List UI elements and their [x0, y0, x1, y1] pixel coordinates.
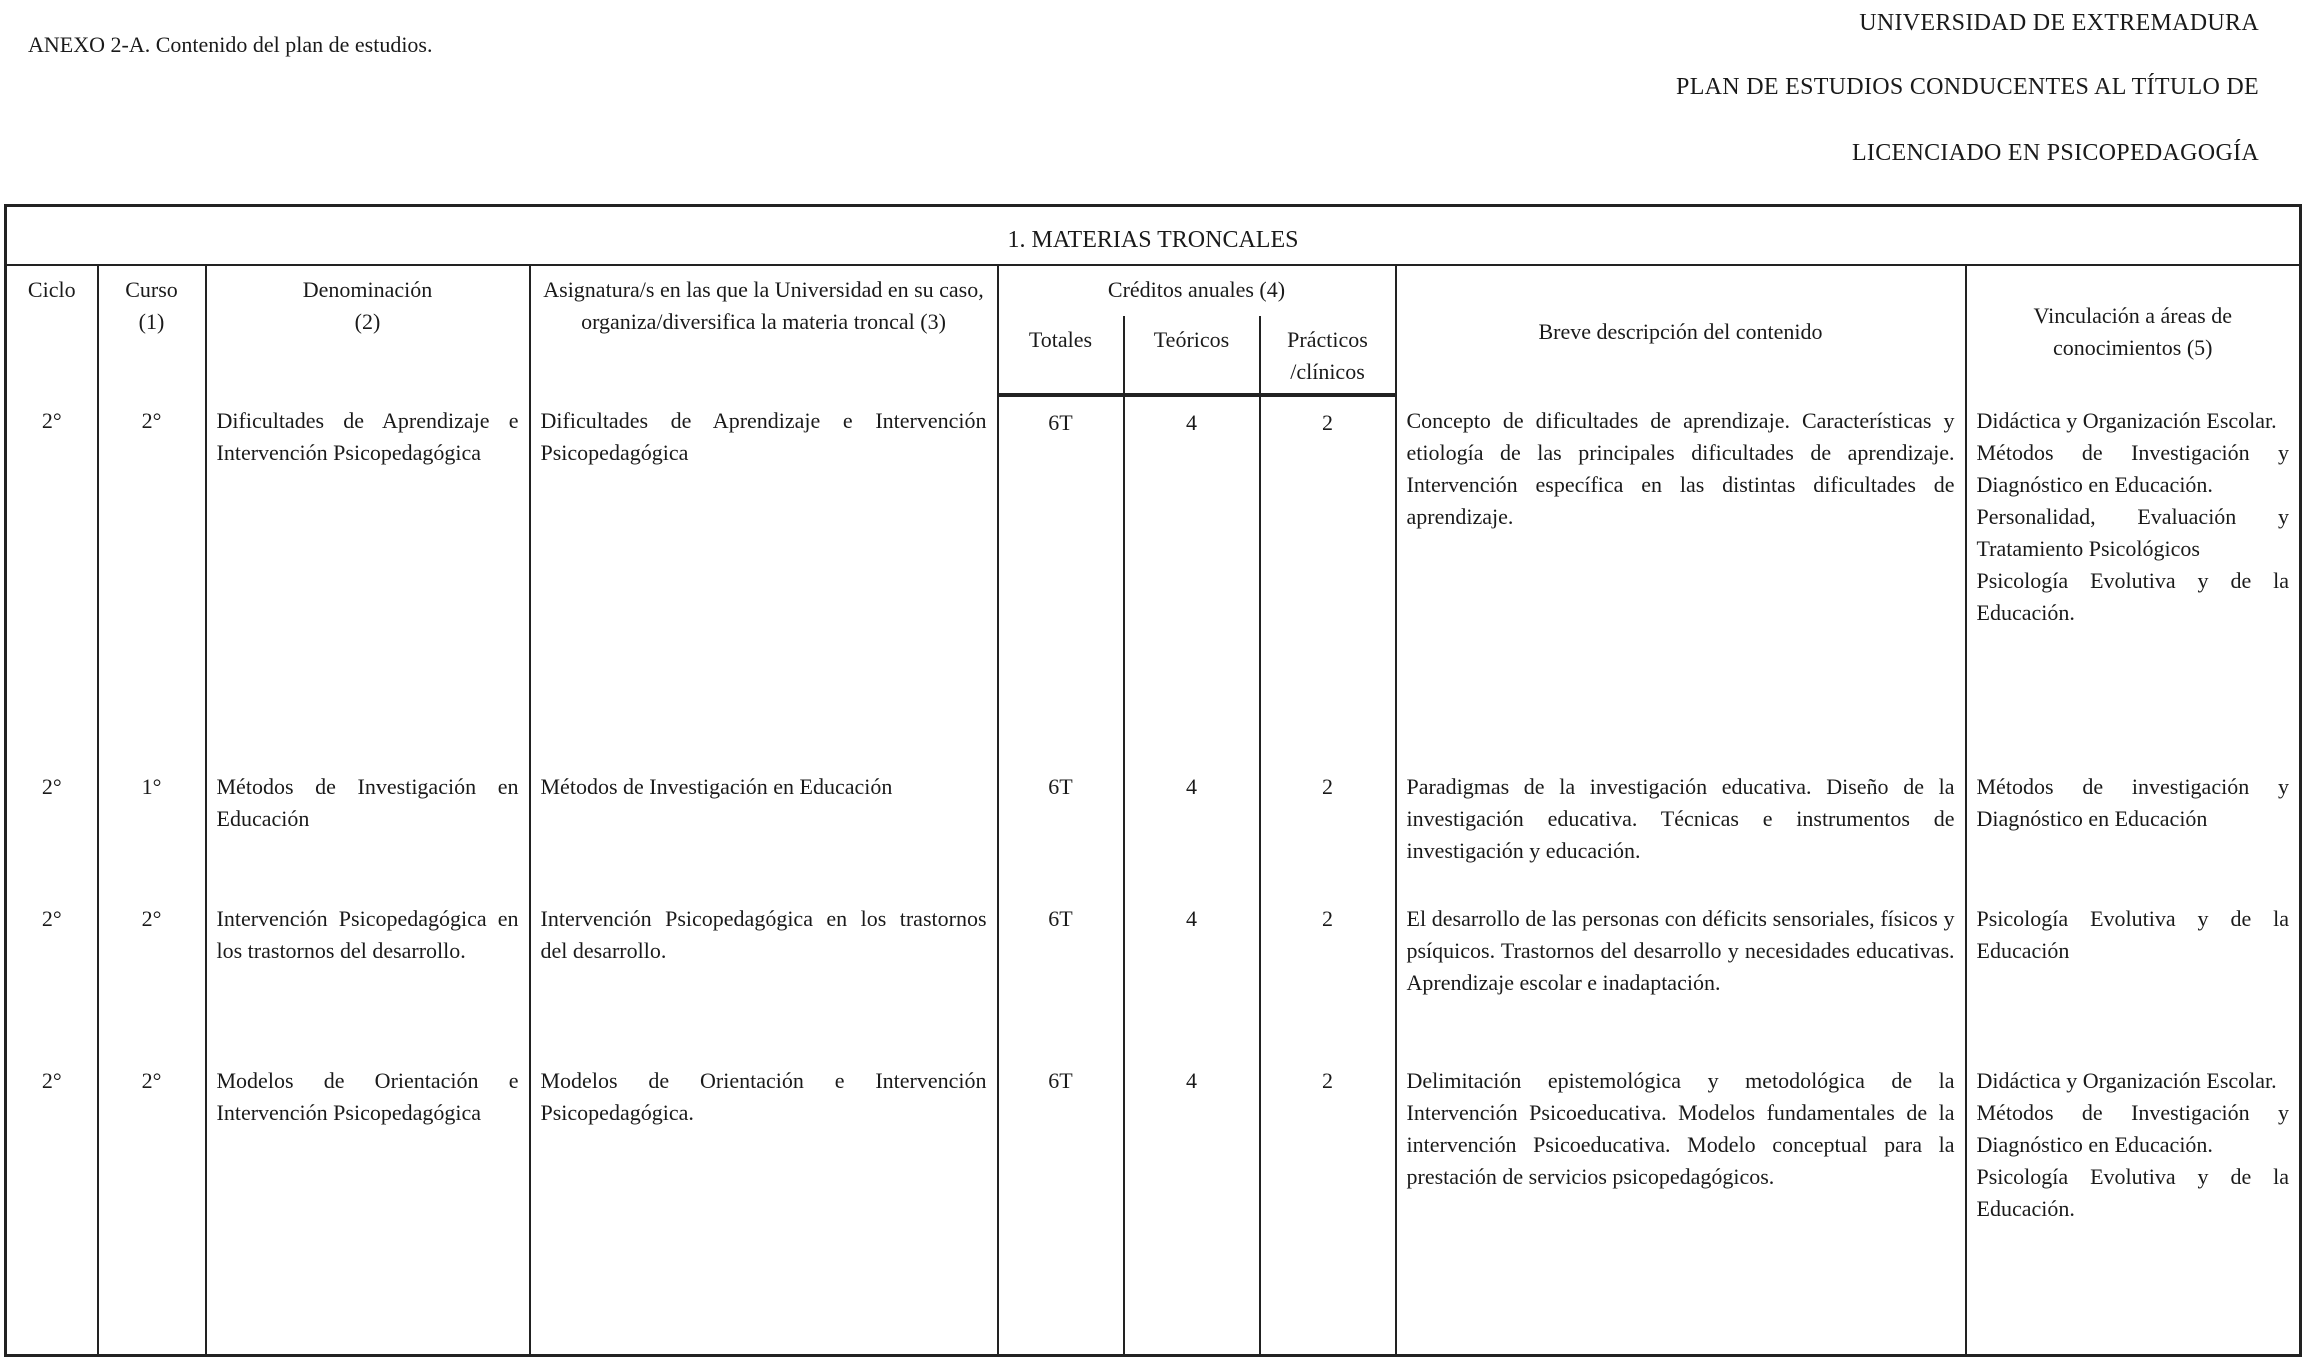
col-header-practicos: Prácticos /clínicos — [1260, 316, 1396, 396]
cell-vinculacion — [1966, 761, 2301, 893]
area-item: Métodos de Investigación y Diagnóstico en Educación. — [1976, 1100, 2290, 1158]
table-row — [6, 395, 2301, 761]
area-item: Psicología Evolutiva y de la Educación. — [1976, 1164, 2290, 1222]
col-header-curso: Curso (1) — [98, 265, 206, 396]
cell-ciclo: 2° — [6, 893, 98, 1055]
cell-curso: 2° — [98, 395, 206, 761]
cell-totales: 6T — [998, 1055, 1124, 1355]
col-header-asignatura: Asignatura/s en las que la Universidad en su caso, organiza/diversifica la materia troncal (3) — [530, 265, 998, 396]
area-item: Psicología Evolutiva y de la Educación. — [1976, 567, 2290, 625]
cell-totales: 6T — [998, 395, 1124, 761]
cell-practicos: 2 — [1260, 395, 1396, 761]
table-title: 1. MATERIAS TRONCALES — [6, 206, 2301, 265]
col-header-vinculacion: Vinculación a áreas de conocimientos (5) — [1966, 265, 2301, 396]
cell-practicos: 2 — [1260, 761, 1396, 893]
cell-curso: 1° — [98, 761, 206, 893]
cell-descripcion: Delimitación epistemológica y metodológica de la Intervención Psicoeducativa. Modelos fundamentales de la intervención Psicoeducativa. Modelo conceptual para la prestación de servicios psicopedagógicos. — [1396, 1055, 1966, 1355]
cell-totales: 6T — [998, 893, 1124, 1055]
cell-ciclo: 2° — [6, 1055, 98, 1355]
cell-denominacion: Métodos de Investigación en Educación — [206, 761, 530, 893]
cell-denominacion: Intervención Psicopedagógica en los trastornos del desarrollo. — [206, 893, 530, 1055]
cell-practicos: 2 — [1260, 1055, 1396, 1355]
materias-troncales-table — [4, 204, 2302, 1357]
cell-vinculacion — [1966, 893, 2301, 1055]
table-row — [6, 1055, 2301, 1355]
area-item: Métodos de Investigación y Diagnóstico en Educación. — [1976, 440, 2290, 498]
col-header-denominacion: Denominación (2) — [206, 265, 530, 396]
cell-denominacion: Modelos de Orientación e Intervención Psicopedagógica — [206, 1055, 530, 1355]
cell-teoricos: 4 — [1124, 1055, 1260, 1355]
cell-teoricos: 4 — [1124, 761, 1260, 893]
cell-teoricos: 4 — [1124, 395, 1260, 761]
cell-denominacion: Dificultades de Aprendizaje e Intervención Psicopedagógica — [206, 395, 530, 761]
cell-curso: 2° — [98, 893, 206, 1055]
col-header-creditos: Créditos anuales (4) — [998, 265, 1396, 316]
area-item: Didáctica y Organización Escolar. — [1976, 408, 2277, 434]
cell-asignatura: Métodos de Investigación en Educación — [530, 761, 998, 893]
cell-asignatura: Intervención Psicopedagógica en los trastornos del desarrollo. — [530, 893, 998, 1055]
cell-curso: 2° — [98, 1055, 206, 1355]
cell-practicos: 2 — [1260, 893, 1396, 1055]
cell-ciclo: 2° — [6, 761, 98, 893]
cell-vinculacion — [1966, 1055, 2301, 1355]
cell-teoricos: 4 — [1124, 893, 1260, 1055]
cell-descripcion: Concepto de dificultades de aprendizaje. Características y etiología de las principales dificultades de aprendizaje. Intervención específica en las distintas dificultades de aprendizaje. — [1396, 395, 1966, 761]
cell-totales: 6T — [998, 761, 1124, 893]
cell-asignatura: Dificultades de Aprendizaje e Intervención Psicopedagógica — [530, 395, 998, 761]
col-header-totales: Totales — [998, 316, 1124, 396]
col-header-descripcion: Breve descripción del contenido — [1396, 265, 1966, 396]
cell-descripcion: Paradigmas de la investigación educativa. Diseño de la investigación educativa. Técnicas e instrumentos de investigación y educación. — [1396, 761, 1966, 893]
cell-ciclo: 2° — [6, 395, 98, 761]
cell-vinculacion — [1966, 395, 2301, 761]
area-item: Personalidad, Evaluación y Tratamiento Psicológicos — [1976, 504, 2290, 562]
area-item: Didáctica y Organización Escolar. — [1976, 1068, 2277, 1094]
area-item: Psicología Evolutiva y de la Educación — [1976, 906, 2290, 964]
plan-title-line-2: LICENCIADO EN PSICOPEDAGOGÍA — [1851, 140, 2259, 166]
cell-asignatura: Modelos de Orientación e Intervención Psicopedagógica. — [530, 1055, 998, 1355]
col-header-ciclo: Ciclo — [6, 265, 98, 396]
university-name: UNIVERSIDAD DE EXTREMADURA — [1859, 10, 2259, 36]
annex-title: ANEXO 2-A. Contenido del plan de estudios. — [28, 32, 433, 57]
plan-title-line-1: PLAN DE ESTUDIOS CONDUCENTES AL TÍTULO DE — [1676, 74, 2259, 100]
cell-descripcion: El desarrollo de las personas con déficits sensoriales, físicos y psíquicos. Trastornos del desarrollo y necesidades educativas. Aprendizaje escolar e inadaptación. — [1396, 893, 1966, 1055]
area-item: Métodos de investigación y Diagnóstico en Educación — [1976, 774, 2290, 832]
table-row — [6, 893, 2301, 1055]
col-header-teoricos: Teóricos — [1124, 316, 1260, 396]
table-row — [6, 761, 2301, 893]
